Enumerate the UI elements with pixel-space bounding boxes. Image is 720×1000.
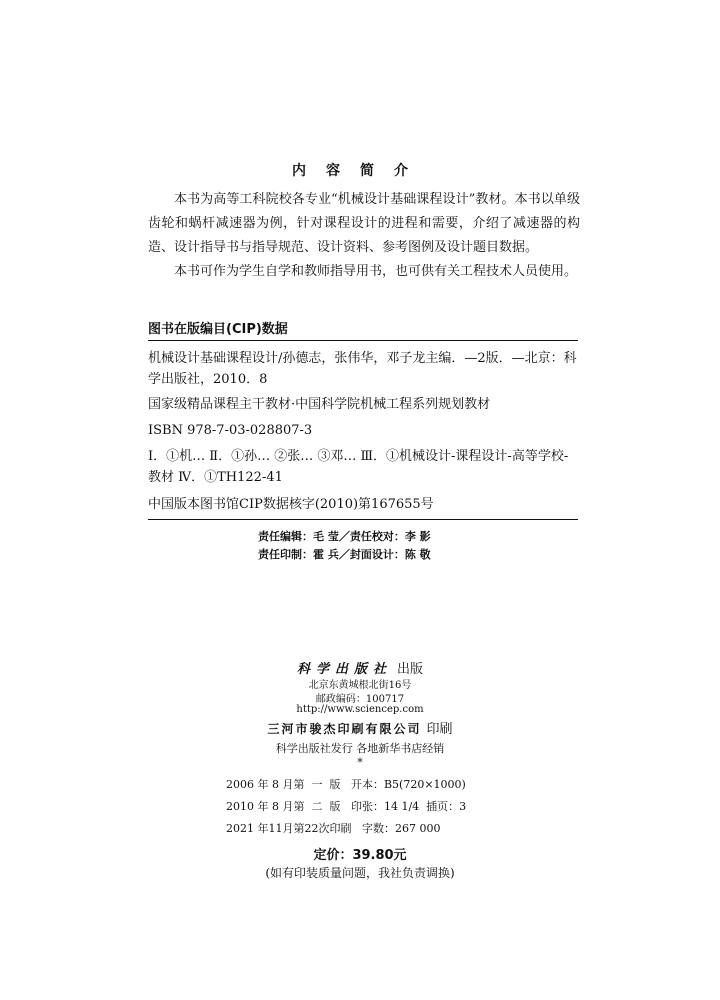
credits-editor: 责任编辑：毛 莹／责任校对：李 影 — [258, 530, 431, 543]
cip-bibliographic: 机械设计基础课程设计/孙德志，张伟华，邓子龙主编．—2版．—北京：科学出版社，2010．8 — [148, 351, 577, 387]
price-label: 定价：39.80元 — [313, 848, 407, 863]
return-policy-note: (如有印装质量问题，我社负责调换) — [265, 866, 455, 880]
publisher-name: 科学出版社 — [296, 662, 392, 677]
publisher-address: 北京东黄城根北街16号 — [308, 680, 412, 691]
bottom-divider — [148, 519, 578, 520]
cip-classification: Ⅰ．①机… Ⅱ．①孙… ②张… ③邓… Ⅲ．①机械设计-课程设计-高等学校-教材 Ⅳ．①TH122-41 — [148, 449, 569, 485]
printer-name: 三河市骏杰印刷有限公司 — [267, 722, 422, 736]
cip-record-number: 中国版本图书馆CIP数据核字(2010)第167655号 — [148, 497, 434, 512]
publisher-postcode: 邮政编码：100717 — [315, 694, 405, 705]
top-divider — [148, 340, 578, 341]
cip-series: 国家级精品课程主干教材·中国科学院机械工程系列规划教材 — [148, 397, 491, 412]
publisher-suffix: 出版 — [397, 662, 424, 677]
publisher-url: http://www.sciencep.com — [296, 704, 424, 715]
summary-paragraph-1: 本书为高等工科院校各专业“机械设计基础课程设计”教材。本书以单级齿轮和蜗杆减速器为例，针对课程设计的进程和需要，介绍了减速器的构造、设计指导书与指导规范、设计资料、参考图例及设计题目数据。 — [148, 192, 580, 255]
distribution-line: 科学出版社发行 各地新华书店经销 — [275, 742, 445, 755]
edition-row-3: 2021 年11月第22次印刷 字数：267 000 — [226, 822, 441, 835]
printer-line — [0, 718, 720, 737]
printer-suffix: 印刷 — [426, 722, 453, 737]
publisher-line — [0, 658, 720, 677]
edition-row-2: 2010 年 8 月第 二 版 印张：14 1/4 插页：3 — [226, 800, 467, 813]
credits-production: 责任印制：霍 兵／封面设计：陈 敬 — [258, 548, 431, 561]
summary-paragraph-2: 本书可作为学生自学和教师指导用书，也可供有关工程技术人员使用。 — [174, 264, 578, 279]
cip-isbn: ISBN 978-7-03-028807-3 — [148, 423, 313, 438]
separator-mark: * — [357, 756, 363, 769]
cip-heading: 图书在版编目(CIP)数据 — [148, 322, 288, 337]
page-title: 内容简介 — [292, 163, 428, 179]
edition-row-1: 2006 年 8 月第 一 版 开本：B5(720×1000) — [226, 778, 466, 791]
